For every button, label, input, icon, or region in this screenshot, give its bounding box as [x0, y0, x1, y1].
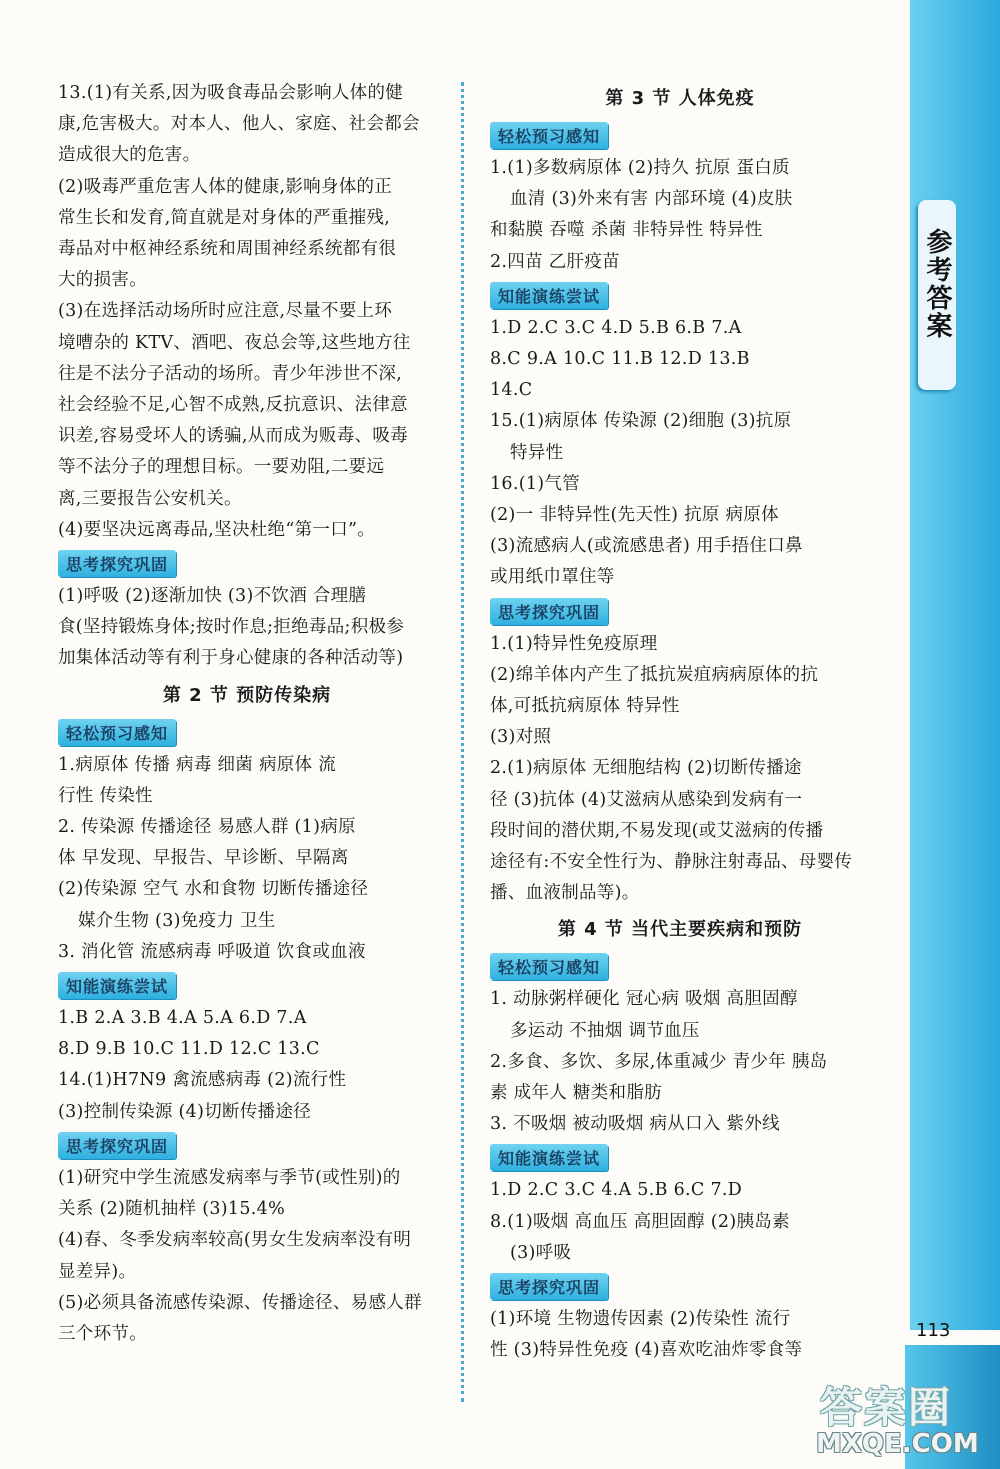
section-tag: 轻松预习感知 [490, 953, 608, 980]
answer-line: (3)呼吸 [510, 1242, 572, 1263]
section-tag: 思考探究巩固 [58, 1132, 176, 1159]
section-tag: 思考探究巩固 [490, 598, 608, 625]
answer-line: 1.病原体 传播 病毒 细菌 病原体 流 [58, 754, 337, 775]
answer-line: 常生长和发育,简直就是对身体的严重摧残, [58, 207, 391, 228]
answer-line: (4)要坚决远离毒品,坚决杜绝“第一口”。 [58, 519, 376, 540]
answer-line: 1.(1)多数病原体 (2)持久 抗原 蛋白质 [490, 158, 790, 178]
answer-line: (5)必须具备流感传染源、传播途径、易感人群 [58, 1292, 422, 1313]
section-tag: 知能演练尝试 [490, 1144, 608, 1171]
answer-line: (2)绵羊体内产生了抵抗炭疽病病原体的抗 [490, 664, 819, 685]
section-tag: 思考探究巩固 [58, 550, 176, 577]
answer-line: 和黏膜 吞噬 杀菌 非特异性 特异性 [490, 220, 763, 241]
answer-line: 食(坚持锻炼身体;按时作息;拒绝毒品;积极参 [58, 617, 405, 638]
answer-line: 大的损害。 [58, 270, 147, 291]
section-tag-row [490, 1140, 870, 1175]
answer-line: 2.多食、多饮、多尿,体重减少 青少年 胰岛 [490, 1051, 828, 1072]
answer-line: (4)春、冬季发病率较高(男女生发病率没有明 [58, 1230, 412, 1251]
section-tag: 轻松预习感知 [58, 719, 176, 746]
answer-line: (2)吸毒严重危害人体的健康,影响身体的正 [58, 176, 393, 197]
answer-line: 等不法分子的理想目标。一要劝阻,二要远 [58, 457, 385, 478]
answer-line: 往是不法分子活动的场所。青少年涉世不深, [58, 363, 403, 384]
answer-line: 境嘈杂的 KTV、酒吧、夜总会等,这些地方往 [58, 332, 411, 353]
section-tag-row [490, 594, 870, 629]
answer-line: (1)环境 生物遗传因素 (2)传染性 流行 [490, 1309, 791, 1330]
left-column [58, 78, 436, 1350]
answer-line: 14.C [490, 380, 533, 401]
section-heading: 第 3 节 人体免疫 [605, 88, 755, 109]
answer-line: (1)呼吸 (2)逐渐加快 (3)不饮酒 合理膳 [58, 586, 367, 607]
watermark-logo: 答案圈 [820, 1383, 953, 1432]
answer-line: 三个环节。 [58, 1323, 147, 1344]
section-tag-row [58, 715, 436, 750]
section-tag-row [58, 1128, 436, 1163]
section-tag: 知能演练尝试 [58, 972, 176, 999]
answer-line: 14.(1)H7N9 禽流感病毒 (2)流行性 [58, 1070, 347, 1091]
section-tag-row [490, 278, 870, 313]
answer-line: 1.B 2.A 3.B 4.A 5.A 6.D 7.A [58, 1008, 307, 1029]
answer-line: 1. 动脉粥样硬化 冠心病 吸烟 高胆固醇 [490, 989, 798, 1010]
section-heading: 第 2 节 预防传染病 [162, 684, 332, 706]
answer-line: 行性 传染性 [58, 785, 153, 806]
answer-line: 毒品对中枢神经系统和周围神经系统都有很 [58, 239, 397, 260]
answer-line: 加集体活动等有利于身心健康的各种活动等) [58, 648, 404, 669]
section-tag: 知能演练尝试 [490, 282, 608, 309]
answer-line: 离,三要报告公安机关。 [58, 488, 242, 509]
answer-line: 体 早发现、早报告、早诊断、早隔离 [58, 848, 349, 869]
answer-line: 血清 (3)外来有害 内部环境 (4)皮肤 [510, 189, 793, 210]
right-column [490, 78, 870, 1367]
section-tag-row [490, 1269, 870, 1304]
answer-line: 体,可抵抗病原体 特异性 [490, 696, 680, 717]
answer-line: 关系 (2)随机抽样 (3)15.4% [58, 1199, 285, 1220]
answer-line: 2. 传染源 传播途径 易感人群 (1)病原 [58, 817, 356, 838]
answer-line: 15.(1)病原体 传染源 (2)细胞 (3)抗原 [490, 411, 792, 432]
answer-line: 13.(1)有关系,因为吸食毒品会影响人体的健 [58, 83, 404, 103]
section-tag-row [58, 968, 436, 1003]
answer-line: 媒介生物 (3)免疫力 卫生 [78, 910, 276, 931]
answer-line: (3)在选择活动场所时应注意,尽量不要上环 [58, 301, 393, 322]
answer-line: 1.D 2.C 3.C 4.D 5.B 6.B 7.A [490, 317, 742, 338]
answer-line: 康,危害极大。对本人、他人、家庭、社会都会 [58, 114, 420, 135]
answer-line: 社会经验不足,心智不成熟,反抗意识、法律意 [58, 395, 408, 416]
answer-line: 1.(1)特异性免疫原理 [490, 633, 658, 654]
answer-line: 8.C 9.A 10.C 11.B 12.D 13.B [490, 349, 750, 370]
answer-line: 识差,容易受坏人的诱骗,从而成为贩毒、吸毒 [58, 426, 408, 447]
answer-line: (2)传染源 空气 水和食物 切断传播途径 [58, 879, 369, 900]
watermark [812, 1375, 1000, 1465]
answer-line: 2.四苗 乙肝疫苗 [490, 251, 620, 272]
answer-line: 径 (3)抗体 (4)艾滋病从感染到发病有一 [490, 789, 803, 810]
section-tag-row [490, 118, 870, 153]
section-tag: 思考探究巩固 [490, 1273, 608, 1300]
section-heading: 第 4 节 当代主要疾病和预防 [557, 919, 803, 941]
answer-line: 特异性 [510, 442, 564, 463]
answer-line: (3)控制传染源 (4)切断传播途径 [58, 1101, 312, 1122]
section-tab-label: 参考答案 [922, 228, 952, 340]
column-divider [461, 82, 464, 1402]
answer-line: (2)一 非特异性(先天性) 抗原 病原体 [490, 505, 779, 526]
page-number: 113 [916, 1320, 951, 1341]
answer-line: 16.(1)气管 [490, 473, 581, 494]
answer-line: 造成很大的危害。 [58, 145, 201, 166]
answer-line: 途径有:不安全性行为、静脉注射毒品、母婴传 [490, 852, 853, 873]
answer-line: 素 成年人 糖类和脂肪 [490, 1083, 662, 1104]
answer-line: 显差异)。 [58, 1261, 137, 1282]
answer-line: 多运动 不抽烟 调节血压 [510, 1020, 700, 1041]
section-tag-row [490, 949, 870, 984]
answer-line: 或用纸巾罩住等 [490, 567, 615, 588]
answer-line: 播、血液制品等)。 [490, 883, 640, 904]
watermark-url: MXQE.COM [816, 1429, 979, 1459]
answer-line: (3)对照 [490, 727, 552, 748]
answer-line: 段时间的潜伏期,不易发现(或艾滋病的传播 [490, 820, 824, 841]
section-tag: 轻松预习感知 [490, 122, 608, 149]
answer-line: 2.(1)病原体 无细胞结构 (2)切断传播途 [490, 758, 802, 779]
section-tag-row [58, 546, 436, 581]
answer-line: 性 (3)特异性免疫 (4)喜欢吃油炸零食等 [490, 1340, 803, 1361]
answer-line: 8.D 9.B 10.C 11.D 12.C 13.C [58, 1039, 320, 1060]
answer-line: 3. 不吸烟 被动吸烟 病从口入 紫外线 [490, 1114, 780, 1135]
answer-line: 1.D 2.C 3.C 4.A 5.B 6.C 7.D [490, 1180, 743, 1201]
answer-line: (1)研究中学生流感发病率与季节(或性别)的 [58, 1167, 401, 1188]
answer-line: (3)流感病人(或流感患者) 用手捂住口鼻 [490, 536, 803, 557]
answer-line: 8.(1)吸烟 高血压 高胆固醇 (2)胰岛素 [490, 1211, 790, 1232]
answer-line: 3. 消化管 流感病毒 呼吸道 饮食或血液 [58, 941, 366, 962]
